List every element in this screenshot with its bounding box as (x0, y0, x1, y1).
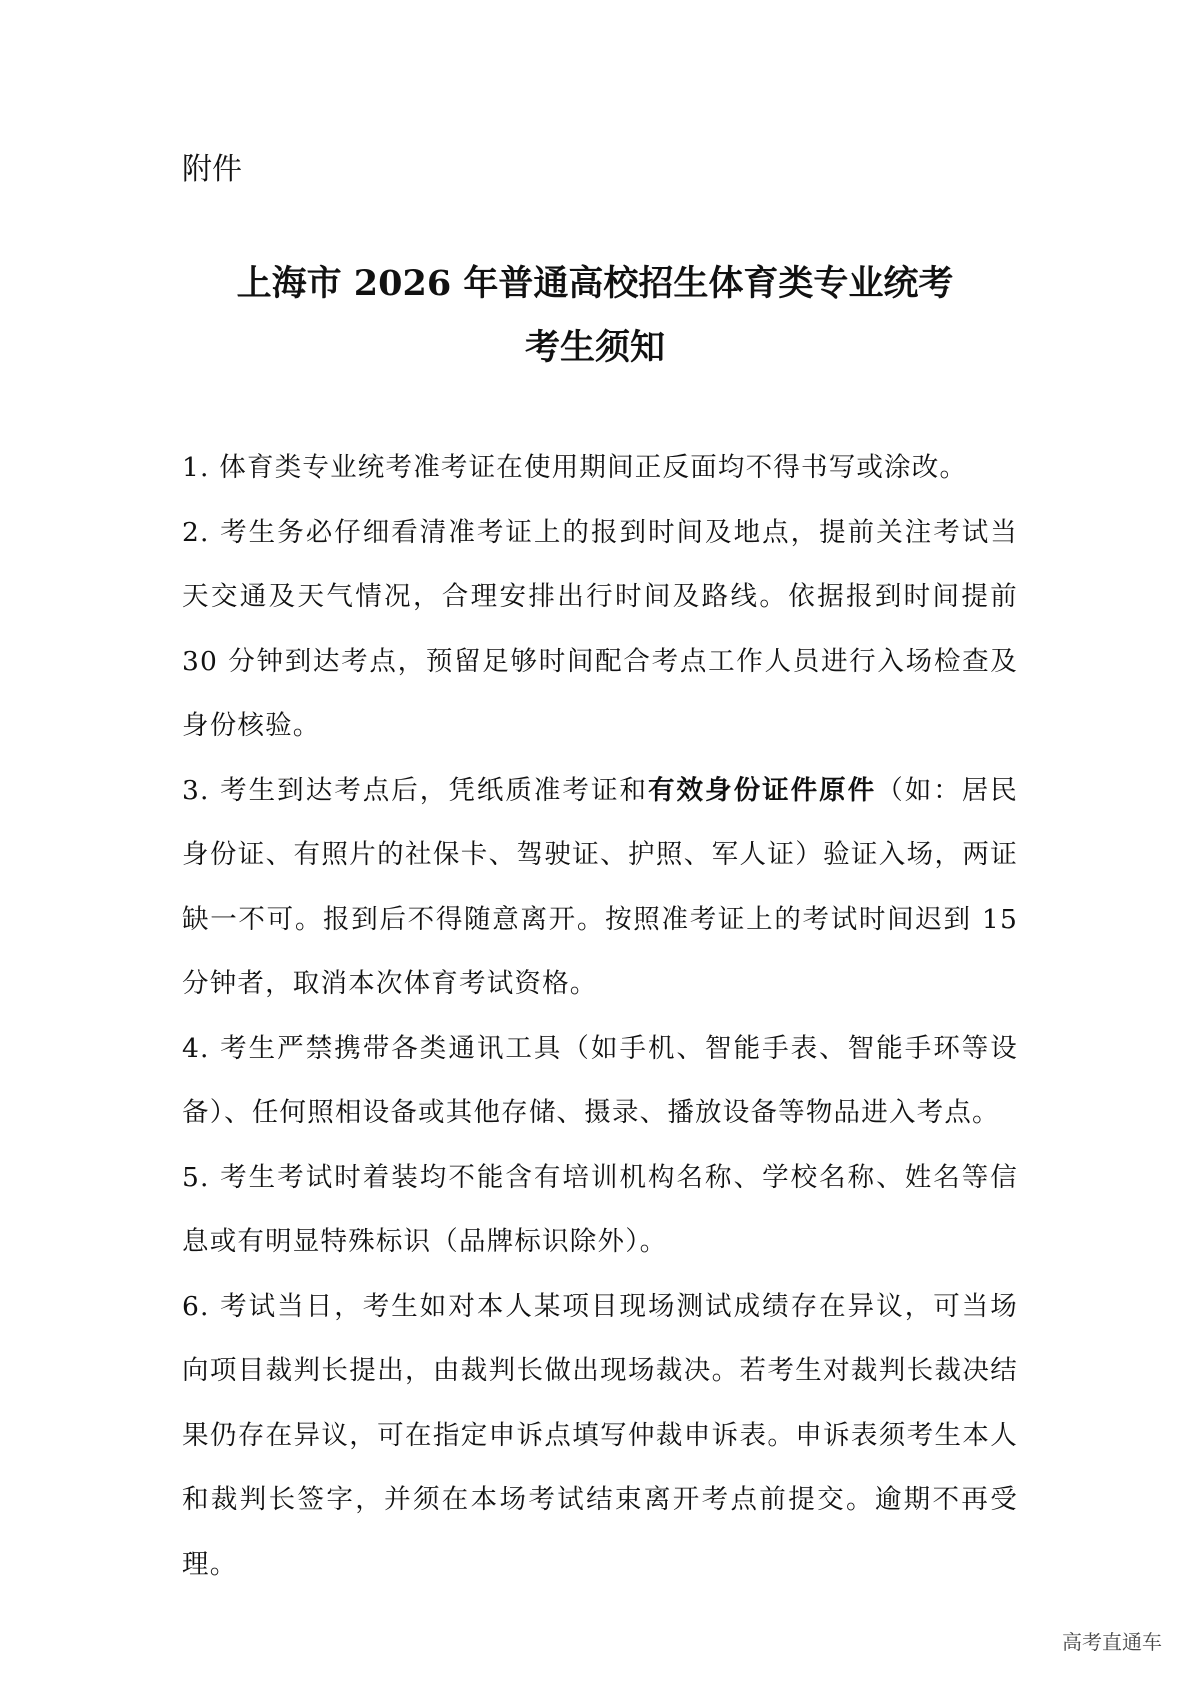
notice-item-1: 1. 体育类专业统考准考证在使用期间正反面均不得书写或涂改。 (182, 452, 968, 483)
id-document-emphasis: 有效身份证件原件 (648, 774, 877, 806)
notice-item-5: 5. 考生考试时着装均不能含有培训机构名称、学校名称、姓名等信息或有明显特殊标识（品牌标识除外）。 (182, 1161, 1018, 1257)
notice-item-4: 4. 考生严禁携带各类通讯工具（如手机、智能手表、智能手环等设备）、任何照相设备或其他存储、摄录、播放设备等物品进入考点。 (182, 1032, 1018, 1128)
notice-body (182, 436, 1018, 1597)
notice-item-3-before: 3. 考生到达考点后，凭纸质准考证和 (182, 774, 648, 806)
notice-item-3 (182, 759, 1018, 1017)
document-title (0, 252, 1190, 380)
notice-item-2: 2. 考生务必仔细看清准考证上的报到时间及地点，提前关注考试当天交通及天气情况，合理安排出行时间及路线。依据报到时间提前 30 分钟到达考点，预留足够时间配合考点工作人员进行入场检查及身份核验。 (182, 516, 1018, 741)
notice-item-3-after: （如：居民身份证、有照片的社保卡、驾驶证、护照、军人证）验证入场，两证缺一不可。报到后不得随意离开。按照准考证上的考试时间迟到 15 分钟者，取消本次体育考试资格。 (182, 774, 1018, 999)
title-line-1: 上海市 2026 年普通高校招生体育类专业统考 (236, 263, 954, 304)
attachment-label: 附件 (182, 152, 242, 187)
title-line-2: 考生须知 (524, 327, 665, 368)
watermark: 高考直通车 (1062, 1630, 1162, 1654)
notice-item-6: 6. 考试当日，考生如对本人某项目现场测试成绩存在异议，可当场向项目裁判长提出，由裁判长做出现场裁决。若考生对裁判长裁决结果仍存在异议，可在指定申诉点填写仲裁申诉表。申诉表须考生本人和裁判长签字，并须在本场考试结束离开考点前提交。逾期不再受理。 (182, 1290, 1018, 1580)
